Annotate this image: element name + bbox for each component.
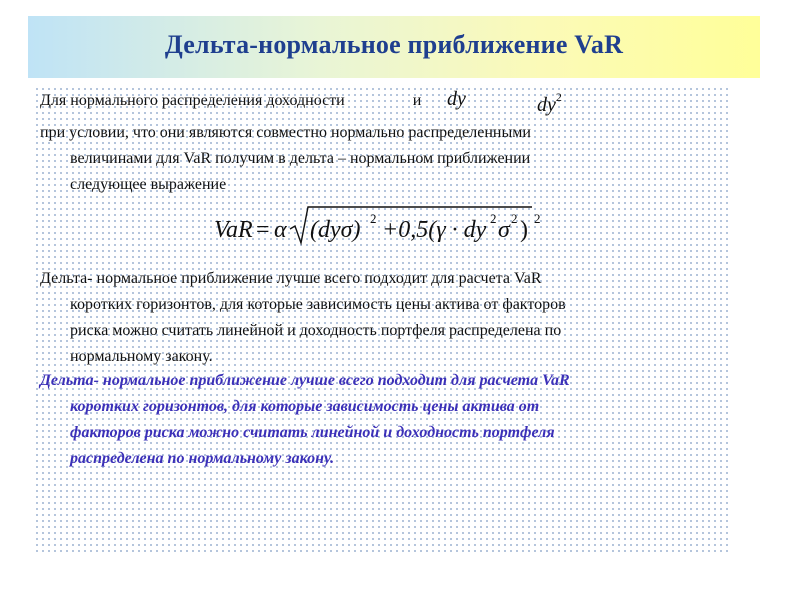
formula-sq-exp: 2: [490, 211, 497, 226]
condition-line: при условии, что они являются совместно нормально распределенными: [40, 124, 531, 141]
formula-term1: (dyσ): [310, 217, 361, 243]
conclusion-line: нормальному закону.: [70, 348, 213, 365]
emphasis-line: Дельта- нормальное приближение лучше всего подходит для расчета VaR: [40, 372, 570, 389]
formula-eq: =: [256, 217, 270, 243]
formula-sigma: σ: [498, 217, 510, 243]
condition-line: следующее выражение: [70, 176, 227, 193]
emphasis-line: распределена по нормальному закону.: [70, 450, 335, 467]
emphasis-line: коротких горизонтов, для которые зависимость цены актива от: [70, 398, 540, 415]
paragraph-conclusion: [40, 266, 720, 370]
symbol-dy-squared-exp: 2: [555, 90, 562, 104]
formula-term1-exp: 2: [370, 211, 377, 226]
formula-close: ): [520, 217, 528, 243]
formula-alpha: α: [274, 217, 287, 243]
var-formula: [210, 205, 550, 249]
conclusion-line: Дельта- нормальное приближение лучше всего подходит для расчета VaR: [40, 270, 542, 287]
formula-sigma-exp: 2: [511, 211, 518, 226]
conclusion-line: риска можно считать линейной и доходность портфеля распределена по: [70, 322, 562, 339]
intro-text: Для нормального распределения доходности: [40, 92, 345, 109]
symbol-dy: dy: [447, 88, 466, 110]
and-word: и: [412, 92, 422, 109]
conclusion-line: коротких горизонтов, для которые зависимость цены актива от факторов: [70, 296, 566, 313]
emphasis-line: факторов риска можно считать линейной и доходность портфеля: [70, 424, 555, 441]
symbol-dy-squared-base: dy: [537, 94, 556, 116]
slide-title: Дельта-нормальное приближение VaR: [164, 30, 624, 59]
paragraph-emphasis: [40, 368, 730, 472]
symbol-dy-squared: [537, 90, 562, 117]
formula-lhs: VaR: [214, 217, 253, 243]
paragraph-intro: [40, 88, 421, 114]
formula-outer-exp: 2: [534, 211, 541, 226]
condition-line: величинами для VaR получим в дельта – нормальном приближении: [70, 150, 531, 167]
formula-plus: +0,5(γ · dy: [382, 217, 487, 243]
paragraph-condition: [40, 120, 700, 198]
